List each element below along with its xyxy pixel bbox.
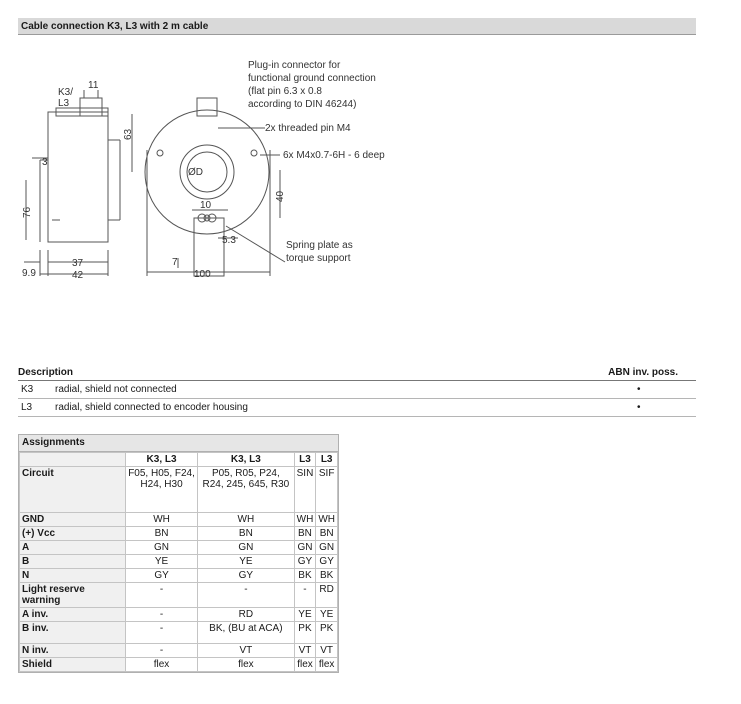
table-row (20, 527, 338, 541)
table-cell: BK (316, 569, 338, 583)
table-cell: PK (316, 622, 338, 644)
cable-label-1: K3/ (58, 87, 74, 98)
front-view (132, 98, 285, 276)
table-cell: GY (126, 569, 198, 583)
table-cell: SIF (316, 467, 338, 513)
table-cell: P05, R05, P24, R24, 245, 645, R30 (198, 467, 295, 513)
table-cell: BN (198, 527, 295, 541)
assignments-grid (19, 452, 338, 672)
row-label: Shield (20, 658, 126, 672)
row-label: N (20, 569, 126, 583)
table-cell: WH (294, 513, 316, 527)
table-cell: VT (316, 644, 338, 658)
dim-9-9: 9.9 (22, 268, 36, 279)
dim-63: 63 (123, 128, 134, 140)
table-cell: flex (198, 658, 295, 672)
table-cell: PK (294, 622, 316, 644)
table-cell: GY (294, 555, 316, 569)
dim-5-3: 5.3 (222, 235, 236, 246)
shaft-diameter-label: ØD (188, 167, 203, 178)
row-label: (+) Vcc (20, 527, 126, 541)
plug-in-label-4: according to DIN 46244) (248, 99, 357, 110)
table-row (20, 622, 338, 644)
dim-37: 37 (72, 258, 84, 269)
plug-in-label-2: functional ground connection (248, 73, 376, 84)
assignments-title: Assignments (19, 435, 338, 452)
table-cell: YE (316, 608, 338, 622)
abn-bullet: • (637, 384, 641, 395)
callout-labels (58, 60, 385, 264)
table-cell: BN (294, 527, 316, 541)
table-cell: GN (126, 541, 198, 555)
table-row (20, 513, 338, 527)
dim-100: 100 (194, 269, 211, 280)
table-row (20, 555, 338, 569)
table-cell: BN (126, 527, 198, 541)
row-label: A (20, 541, 126, 555)
plug-in-label-1: Plug-in connector for (248, 60, 341, 71)
description-table (18, 365, 696, 417)
spring-plate-label-1: Spring plate as (286, 240, 353, 251)
table-cell: - (126, 583, 198, 608)
table-cell: - (126, 644, 198, 658)
dim-42: 42 (72, 270, 84, 281)
dim-40: 40 (275, 190, 286, 202)
row-label: B (20, 555, 126, 569)
table-cell: - (198, 583, 295, 608)
description-row (18, 399, 696, 417)
table-row (20, 658, 338, 672)
table-cell: flex (316, 658, 338, 672)
description-header (18, 365, 696, 381)
column-header: L3 (294, 453, 316, 467)
table-cell: YE (198, 555, 295, 569)
row-label: GND (20, 513, 126, 527)
technical-drawing (0, 40, 420, 285)
description-text: radial, shield not connected (55, 384, 177, 395)
dim-11: 11 (88, 80, 99, 91)
table-cell: GN (294, 541, 316, 555)
table-cell: - (126, 622, 198, 644)
description-row (18, 381, 696, 399)
dim-3: 3 (42, 157, 48, 168)
table-cell: SIN (294, 467, 316, 513)
table-cell: RD (198, 608, 295, 622)
spring-plate-label-2: torque support (286, 253, 351, 264)
table-cell: YE (294, 608, 316, 622)
table-row (20, 467, 338, 513)
row-label: B inv. (20, 622, 126, 644)
column-header (20, 453, 126, 467)
table-cell: BK (294, 569, 316, 583)
row-label: Light reserve warning (20, 583, 126, 608)
table-cell: flex (126, 658, 198, 672)
table-cell: - (294, 583, 316, 608)
assignments-table (18, 434, 339, 673)
abn-header-label: ABN inv. poss. (608, 367, 678, 378)
table-cell: F05, H05, F24, H24, H30 (126, 467, 198, 513)
dim-7: 7 (172, 257, 178, 268)
table-cell: VT (198, 644, 295, 658)
row-label: A inv. (20, 608, 126, 622)
dim-76: 76 (22, 206, 33, 218)
table-cell: GY (316, 555, 338, 569)
column-header: L3 (316, 453, 338, 467)
table-row (20, 644, 338, 658)
description-code: K3 (21, 384, 34, 395)
row-label: N inv. (20, 644, 126, 658)
dim-10: 10 (200, 200, 212, 211)
column-header: K3, L3 (198, 453, 295, 467)
table-row (20, 608, 338, 622)
abn-bullet: • (637, 402, 641, 413)
column-header: K3, L3 (126, 453, 198, 467)
table-row (20, 583, 338, 608)
table-cell: - (126, 608, 198, 622)
side-view (24, 90, 120, 276)
table-row (20, 569, 338, 583)
table-cell: GN (316, 541, 338, 555)
section-title: Cable connection K3, L3 with 2 m cable (18, 18, 696, 35)
table-cell: YE (126, 555, 198, 569)
table-cell: RD (316, 583, 338, 608)
table-cell: BK, (BU at ACA) (198, 622, 295, 644)
description-text: radial, shield connected to encoder housing (55, 402, 248, 413)
plug-in-label-3: (flat pin 6.3 x 0.8 (248, 86, 322, 97)
table-row (20, 541, 338, 555)
threaded-pin-label: 2x threaded pin M4 (265, 123, 351, 134)
table-cell: WH (126, 513, 198, 527)
row-label: Circuit (20, 467, 126, 513)
table-cell: GY (198, 569, 295, 583)
table-cell: VT (294, 644, 316, 658)
description-code: L3 (21, 402, 33, 413)
table-cell: BN (316, 527, 338, 541)
table-cell: flex (294, 658, 316, 672)
assignments-header-row (20, 453, 338, 467)
dimension-labels (22, 80, 286, 281)
table-cell: WH (198, 513, 295, 527)
m4-holes-label: 6x M4x0.7-6H - 6 deep (283, 150, 385, 161)
cable-label-2: L3 (58, 98, 70, 109)
table-cell: WH (316, 513, 338, 527)
description-header-label: Description (18, 367, 74, 378)
table-cell: GN (198, 541, 295, 555)
